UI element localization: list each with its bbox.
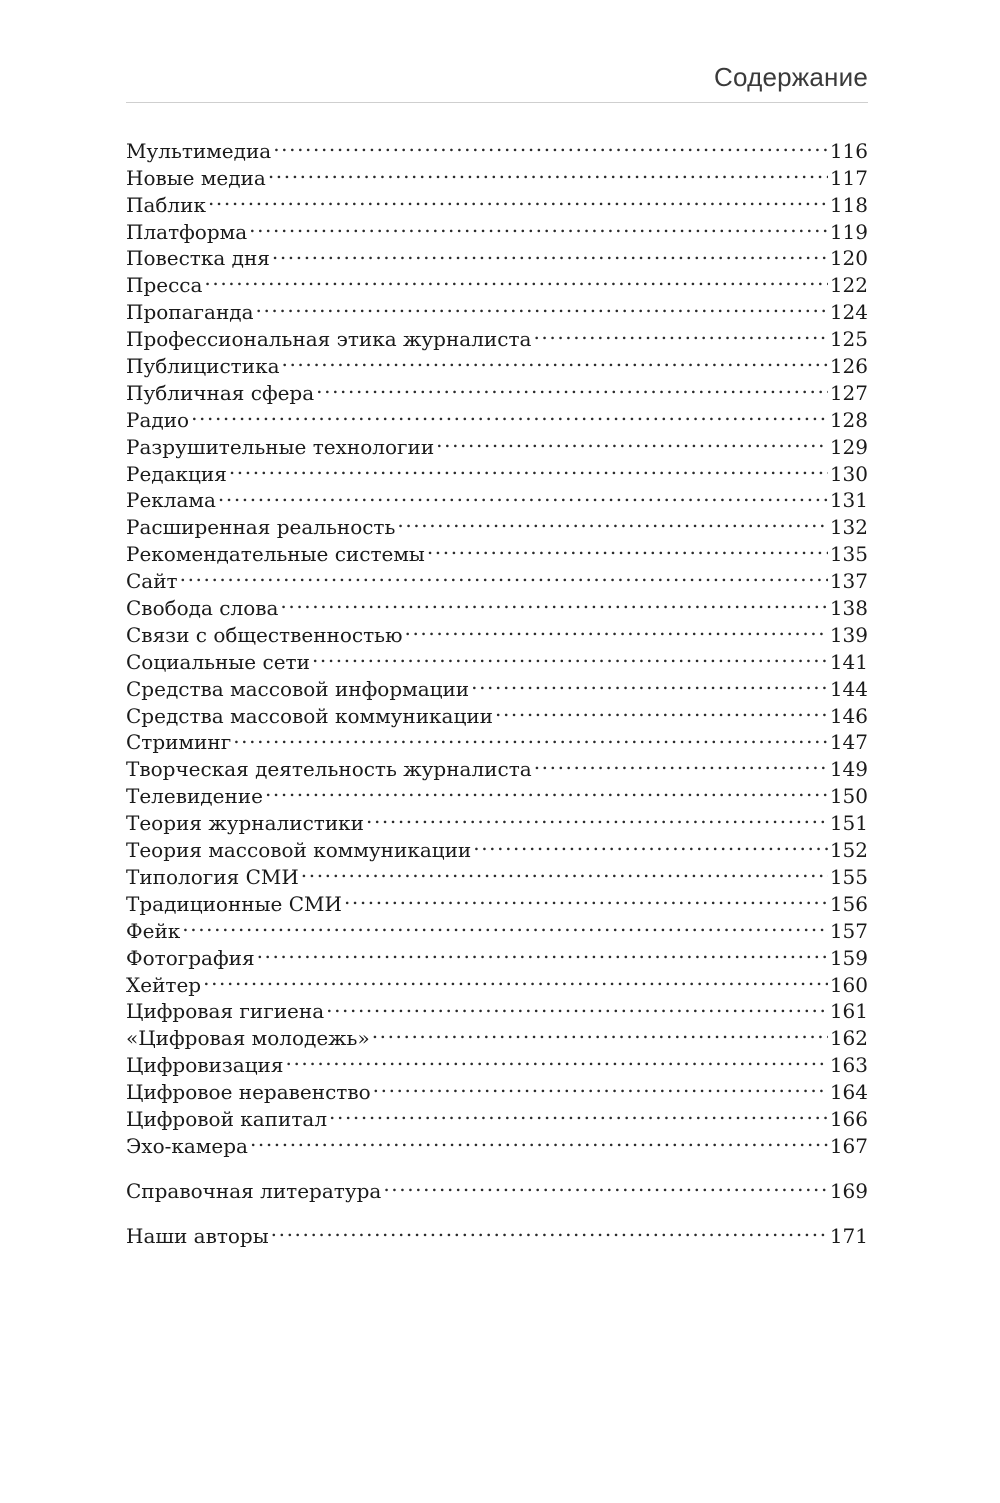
toc-entry-page-number: 167 — [829, 1133, 868, 1158]
dot-leader — [383, 1171, 827, 1198]
toc-entry-title: Наши авторы — [126, 1223, 269, 1248]
toc-entry[interactable] — [126, 1216, 868, 1248]
toc-entry-page-number: 132 — [829, 515, 868, 540]
toc-entry-page-number: 141 — [829, 649, 868, 674]
toc-entry[interactable] — [126, 723, 868, 755]
toc-entry-title: Рекомендательные системы — [126, 542, 425, 567]
toc-entry-page-number: 118 — [829, 192, 868, 217]
dot-leader — [282, 346, 828, 373]
toc-entry-page-number: 125 — [829, 327, 868, 352]
toc-entry-title: Публицистика — [126, 354, 280, 379]
toc-entry-page-number: 124 — [829, 300, 868, 325]
toc-entry[interactable] — [126, 212, 868, 244]
toc-entry-title: Цифровизация — [126, 1053, 284, 1078]
toc-entry-title: Радио — [126, 407, 190, 432]
toc-entry-title: Публичная сфера — [126, 380, 315, 405]
toc-entry[interactable] — [126, 588, 868, 621]
toc-entry-page-number: 135 — [829, 542, 868, 567]
toc-entry-title: Расширенная реальность — [126, 515, 396, 540]
toc-entry-page-number: 163 — [829, 1053, 868, 1078]
dot-leader — [257, 938, 828, 965]
dot-leader — [397, 507, 827, 534]
toc-entry-title: Связи с общественностью — [126, 622, 403, 647]
toc-entry-title: Цифровая гигиена — [126, 999, 325, 1024]
toc-entry[interactable] — [126, 131, 868, 163]
toc-entry[interactable] — [126, 749, 868, 782]
toc-entry[interactable] — [126, 561, 868, 594]
dot-leader — [373, 1072, 828, 1099]
dot-leader — [204, 265, 827, 292]
dot-leader — [250, 1126, 828, 1153]
toc-entry-page-number: 120 — [829, 246, 868, 271]
toc-entry[interactable] — [126, 292, 868, 325]
toc-entry-page-number: 146 — [829, 703, 868, 728]
toc-entry-page-number: 164 — [829, 1080, 868, 1105]
dot-leader — [372, 1018, 828, 1045]
toc-entry[interactable] — [126, 185, 868, 217]
dot-leader — [326, 992, 828, 1019]
toc-entry-page-number: 138 — [829, 596, 868, 621]
toc-entry-title: Платформа — [126, 219, 248, 244]
toc-entry-page-number: 169 — [829, 1178, 868, 1203]
toc-entry-title: Стриминг — [126, 730, 232, 755]
toc-entry-title: Теория журналистики — [126, 811, 365, 836]
dot-leader — [272, 239, 828, 266]
toc-entry-page-number: 157 — [829, 918, 868, 943]
dot-leader — [471, 669, 828, 696]
toc-entry[interactable] — [126, 427, 868, 459]
toc-entry-title: Профессиональная этика журналиста — [126, 327, 532, 352]
toc-entry-title: Цифровое неравенство — [126, 1080, 371, 1105]
dot-leader — [271, 1216, 828, 1243]
dot-leader — [218, 481, 828, 508]
toc-entry[interactable] — [126, 965, 868, 997]
dot-leader — [203, 965, 828, 992]
dot-leader — [366, 803, 828, 830]
toc-entry-title: Телевидение — [126, 784, 263, 809]
toc-entry-page-number: 150 — [829, 784, 868, 809]
toc-entry-title: Творческая деятельность журналиста — [126, 757, 532, 782]
dot-leader — [473, 830, 828, 857]
toc-entry-page-number: 156 — [829, 891, 868, 916]
toc-entry-title: Цифровой капитал — [126, 1106, 328, 1131]
dot-leader — [427, 534, 828, 561]
dot-leader — [249, 212, 828, 239]
toc-entry-page-number: 152 — [829, 838, 868, 863]
toc-entry-title: Пресса — [126, 273, 203, 298]
toc-entry-page-number: 126 — [829, 354, 868, 379]
toc-entry-page-number: 155 — [829, 864, 868, 889]
header-divider — [126, 102, 868, 103]
toc-entry-title: Традиционные СМИ — [126, 891, 342, 916]
toc-entry[interactable] — [126, 400, 868, 432]
toc-entry[interactable] — [126, 507, 868, 540]
toc-entry-title: Справочная литература — [126, 1178, 382, 1203]
dot-leader — [273, 131, 828, 158]
dot-leader — [280, 588, 827, 615]
dot-leader — [208, 185, 828, 212]
dot-leader — [436, 427, 828, 454]
toc-entry[interactable] — [126, 265, 868, 298]
dot-leader — [404, 615, 827, 642]
toc-entry-page-number: 171 — [829, 1223, 868, 1248]
toc-entry-page-number: 159 — [829, 945, 868, 970]
dot-leader — [316, 373, 828, 400]
toc-entry-page-number: 162 — [829, 1026, 868, 1051]
dot-leader — [182, 911, 828, 938]
toc-entry[interactable] — [126, 992, 868, 1024]
toc-entry-title: Паблик — [126, 192, 206, 217]
toc-entry-title: Средства массовой информации — [126, 676, 470, 701]
toc-entry[interactable] — [126, 1171, 868, 1203]
toc-entry-page-number: 166 — [829, 1106, 868, 1131]
toc-entry-page-number: 139 — [829, 622, 868, 647]
dot-leader — [534, 749, 828, 776]
toc-entry-page-number: 147 — [829, 730, 868, 755]
toc-entry-title: Фейк — [126, 918, 181, 943]
toc-entry-page-number: 129 — [829, 434, 868, 459]
toc-entry-page-number: 122 — [829, 273, 868, 298]
table-of-contents — [126, 131, 868, 1248]
dot-leader — [265, 776, 828, 803]
toc-entry-title: Типология СМИ — [126, 864, 299, 889]
dot-leader — [344, 884, 828, 911]
dot-leader — [533, 319, 827, 346]
toc-entry[interactable] — [126, 911, 868, 943]
dot-leader — [268, 158, 828, 185]
toc-entry-page-number: 137 — [829, 569, 868, 594]
toc-entry-title: Свобода слова — [126, 596, 279, 621]
dot-leader — [301, 857, 828, 884]
toc-entry-title: Социальные сети — [126, 649, 310, 674]
toc-entry-page-number: 116 — [829, 138, 868, 163]
toc-entry-title: Средства массовой коммуникации — [126, 703, 494, 728]
toc-entry[interactable] — [126, 454, 868, 486]
toc-entry-title: Мультимедиа — [126, 138, 272, 163]
toc-entry-title: Эхо-камера — [126, 1133, 248, 1158]
toc-entry[interactable] — [126, 938, 868, 970]
toc-entry-title: Реклама — [126, 488, 216, 513]
toc-entry-page-number: 161 — [829, 999, 868, 1024]
toc-entry[interactable] — [126, 481, 868, 513]
toc-entry-page-number: 119 — [829, 219, 868, 244]
dot-leader — [495, 696, 828, 723]
dot-leader — [229, 454, 828, 481]
toc-entry-page-number: 131 — [829, 488, 868, 513]
toc-entry-page-number: 128 — [829, 407, 868, 432]
toc-entry-title: Теория массовой коммуникации — [126, 838, 472, 863]
toc-entry-page-number: 117 — [829, 165, 868, 190]
toc-entry-page-number: 144 — [829, 676, 868, 701]
running-head-title: Содержание — [714, 62, 868, 92]
dot-leader — [312, 642, 828, 669]
dot-leader — [233, 723, 828, 750]
toc-entry-title: Фотография — [126, 945, 255, 970]
dot-leader — [286, 1045, 828, 1072]
toc-entry-page-number: 149 — [829, 757, 868, 782]
toc-entry-title: Редакция — [126, 461, 227, 486]
toc-entry-page-number: 151 — [829, 811, 868, 836]
toc-entry-title: Пропаганда — [126, 300, 254, 325]
toc-entry-page-number: 160 — [829, 972, 868, 997]
dot-leader — [191, 400, 828, 427]
dot-leader — [256, 292, 828, 319]
toc-entry-title: Повестка дня — [126, 246, 270, 271]
toc-entry-title: Хейтер — [126, 972, 202, 997]
toc-entry-page-number: 127 — [829, 380, 868, 405]
dot-leader — [180, 561, 828, 588]
toc-entry-page-number: 130 — [829, 461, 868, 486]
toc-entry-title: Сайт — [126, 569, 178, 594]
dot-leader — [329, 1099, 828, 1126]
toc-entry-title: «Цифровая молодежь» — [126, 1026, 370, 1051]
toc-entry-title: Разрушительные технологии — [126, 434, 435, 459]
toc-entry-title: Новые медиа — [126, 165, 266, 190]
